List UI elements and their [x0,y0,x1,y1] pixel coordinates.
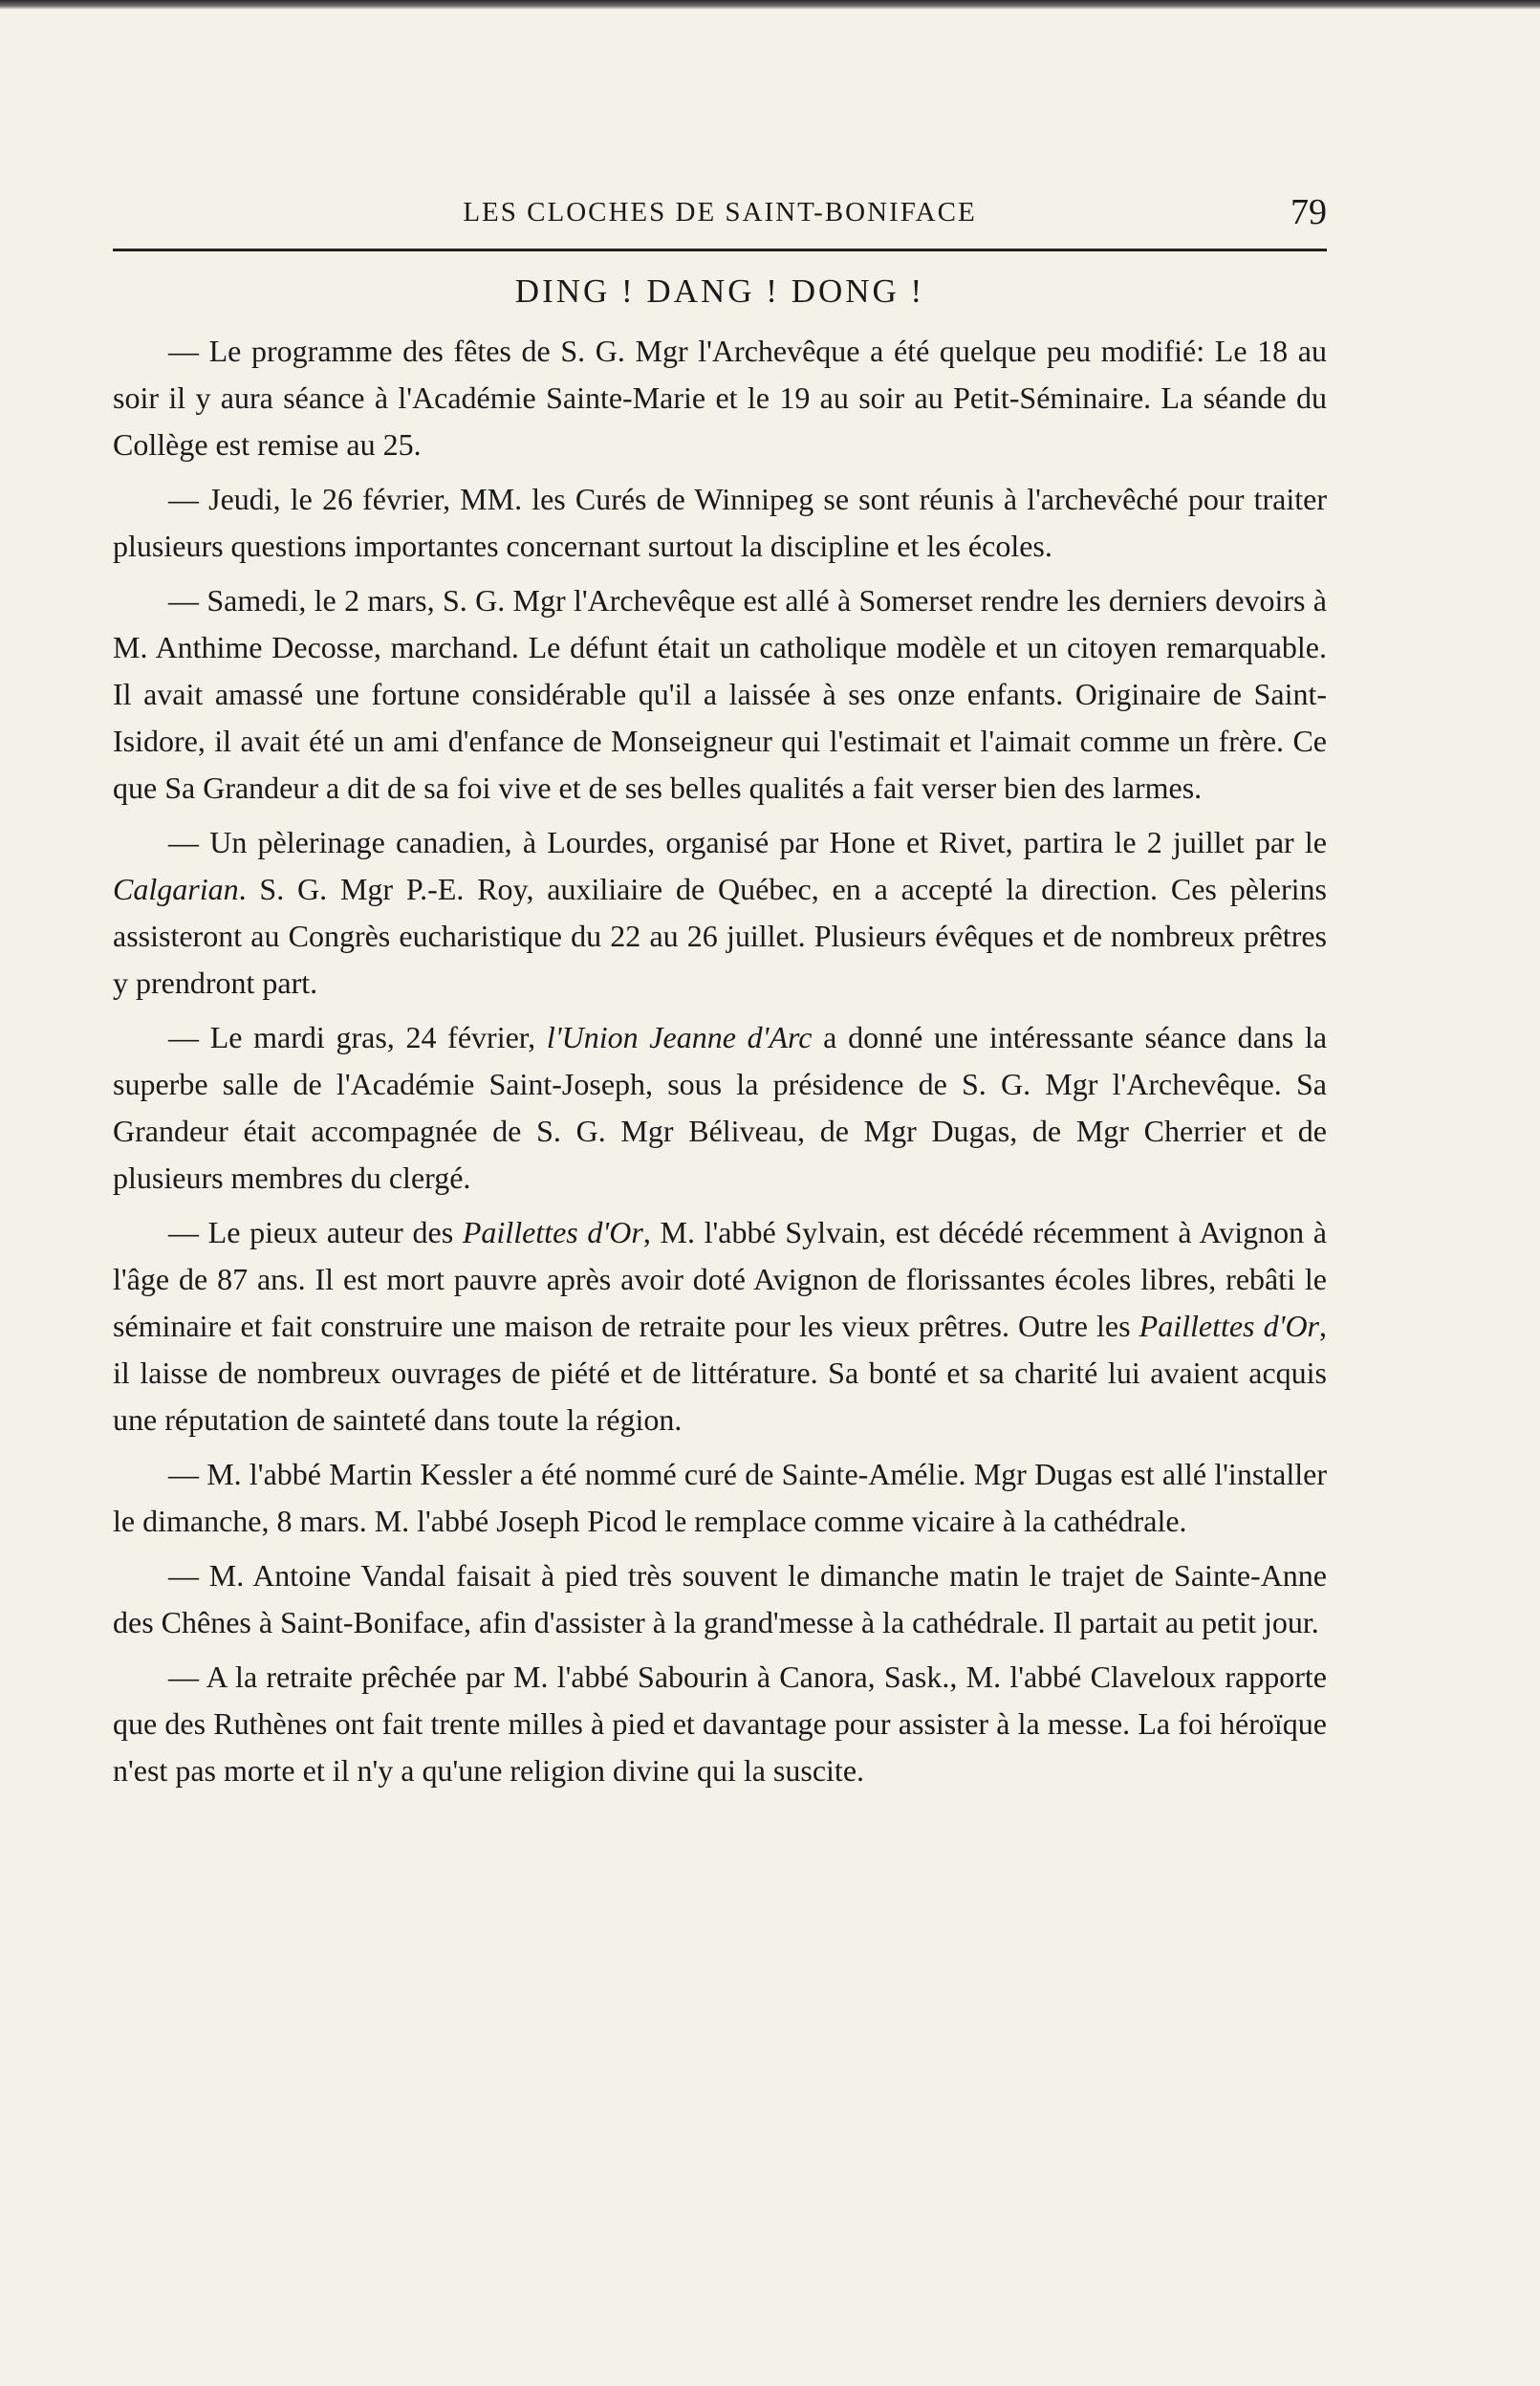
book-page [113,191,1327,1802]
news-item-4 [113,819,1327,1007]
scan-edge [0,0,1540,10]
news-item-1: — Le programme des fêtes de S. G. Mgr l'Archevêque a été quelque peu modifié: Le 18 au soir il y aura séance à l'Académie Sainte-Marie et le 19 au soir au Petit-Séminaire. La séande du Collège est remise au 25. [113,334,1327,462]
news-item-7: — M. l'abbé Martin Kessler a été nommé curé de Sainte-Amélie. Mgr Dugas est allé l'installer le dimanche, 8 mars. M. l'abbé Joseph Picod le remplace comme vicaire à la cathédrale. [113,1457,1327,1538]
text-run: a donné une intéressante séance dans la superbe salle de l'Académie Saint-Joseph, sous la présidence de S. G. Mgr l'Archevêque. Sa Grandeur était accompagnée de S. G. Mgr Béliveau, de Mgr Dugas, de Mgr Cherrier et de plusieurs membres du clergé. [113,1020,1328,1195]
news-item-6 [113,1209,1327,1443]
news-items [113,328,1327,1794]
ship-name: Calgarian [113,872,239,906]
organization-name: l'Union Jeanne d'Arc [546,1020,813,1054]
text-run: — Le mardi gras, 24 février, [168,1020,547,1054]
news-item-5 [113,1014,1327,1202]
text-run: , il laisse de nombreux ouvrages de piété et de littérature. Sa bonté et sa charité lui avaient acquis une réputation de sainteté dans toute la région. [113,1309,1328,1437]
section-title: DING ! DANG ! DONG ! [514,272,925,310]
text-run: — Un pèlerinage canadien, à Lourdes, organisé par Hone et Rivet, partira le 2 juillet par le [168,825,1327,859]
book-title: Paillettes d'Or [1139,1309,1320,1343]
text-run: — Le pieux auteur des [168,1215,463,1249]
news-item-9: — A la retraite prêchée par M. l'abbé Sabourin à Canora, Sask., M. l'abbé Claveloux rapporte que des Ruthènes ont fait trente milles à pied et davantage pour assister à la messe. La foi héroïque n'est pas morte et il n'y a qu'une religion divine qui la suscite. [113,1659,1327,1788]
news-item-8: — M. Antoine Vandal faisait à pied très souvent le dimanche matin le trajet de Sainte-Anne des Chênes à Saint-Boniface, afin d'assister à la grand'messe à la cathédrale. Il partait au petit jour. [113,1558,1327,1639]
book-title: Paillettes d'Or [462,1215,643,1249]
news-item-2: — Jeudi, le 26 février, MM. les Curés de Winnipeg se sont réunis à l'archevêché pour traiter plusieurs questions importantes concernant surtout la discipline et les écoles. [113,482,1327,563]
running-header [113,191,1327,251]
text-run: . S. G. Mgr P.-E. Roy, auxiliaire de Québec, en a accepté la direction. Ces pèlerins assisteront au Congrès eucharistique du 22 au 26 juillet. Plusieurs évêques et de nombreux prêtres y prendront part. [113,872,1327,1000]
page-number: 79 [1291,192,1327,232]
text-run: , M. l'abbé Sylvain, est décédé récemment à Avignon à l'âge de 87 ans. Il est mort pauvre après avoir doté Avignon de florissantes écoles libres, rebâti le séminaire et fait construire une maison de retraite pour les vieux prêtres. Outre les [113,1215,1328,1343]
news-item-3: — Samedi, le 2 mars, S. G. Mgr l'Archevêque est allé à Somerset rendre les derniers devoirs à M. Anthime Decosse, marchand. Le défunt était un catholique modèle et un citoyen remarquable. Il avait amassé une fortune considérable qu'il a laissée à ses onze enfants. Originaire de Saint-Isidore, il avait été un ami d'enfance de Monseigneur qui l'estimait et l'aimait comme un frère. Ce que Sa Grandeur a dit de sa foi vive et de ses belles qualités a fait verser bien des larmes. [113,583,1327,805]
running-title: LES CLOCHES DE SAINT-BONIFACE [463,197,977,228]
